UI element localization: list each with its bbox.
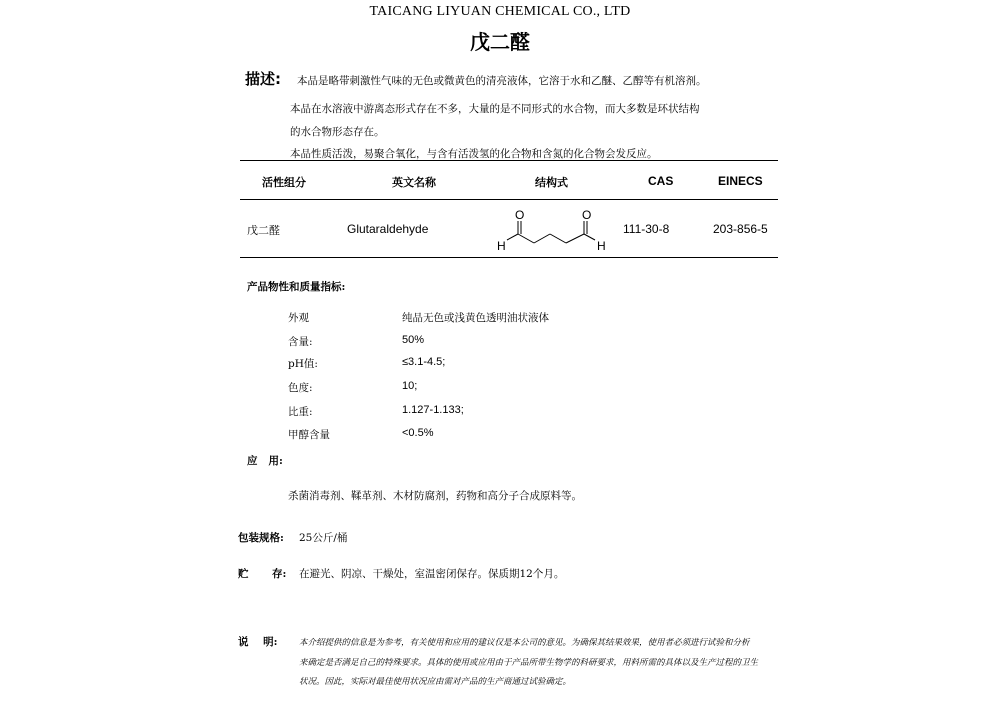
- packaging-text: 25公斤/桶: [299, 532, 348, 544]
- prop-color-label: 色度:: [288, 382, 313, 394]
- cell-cas: 111-30-8: [623, 222, 670, 236]
- header-english-name: 英文名称: [392, 176, 436, 189]
- prop-methanol-value: <0.5%: [402, 427, 434, 439]
- note-line-1: 本介绍提供的信息是为参考，有关使用和应用的建议仅是本公司的意见。为确保其结果效果，使用者必须进行试验和分析: [299, 638, 750, 648]
- application-text: 杀菌消毒剂、鞣革剂、木材防腐剂，药物和高分子合成原料等。: [288, 490, 582, 502]
- storage-label-left: 贮: [238, 568, 249, 580]
- prop-appearance-label: 外观: [288, 312, 309, 324]
- description-para2-line1: 本品在水溶液中游离态形式存在不多，大量的是不同形式的水合物，而大多数是环状结构: [290, 103, 700, 115]
- prop-gravity-label: 比重:: [288, 406, 313, 418]
- company-name: TAICANG LIYUAN CHEMICAL CO., LTD: [369, 4, 631, 19]
- header-cas: CAS: [648, 174, 674, 188]
- cell-active-component: 戊二醛: [247, 224, 280, 237]
- prop-color-value: 10;: [402, 380, 418, 392]
- storage-label-right: 存:: [272, 568, 287, 580]
- description-label: 描述:: [245, 70, 281, 88]
- atom-oxygen-2: O: [582, 208, 592, 222]
- prop-ph-value: ≤3.1-4.5;: [402, 356, 446, 368]
- packaging-label: 包装规格:: [238, 532, 284, 544]
- note-label: 说 明:: [238, 636, 278, 648]
- storage-text: 在避光、阴凉、干燥处，室温密闭保存。保质期12个月。: [299, 568, 565, 580]
- header-einecs: EINECS: [718, 174, 763, 188]
- prop-gravity-value: 1.127-1.133;: [402, 404, 464, 416]
- cell-english-name: Glutaraldehyde: [347, 222, 429, 236]
- prop-content-label: 含量:: [288, 336, 313, 348]
- description-line-1: 本品是略带刺激性气味的无色或微黄色的清亮液体，它溶于水和乙醚、乙醇等有机溶剂。: [297, 75, 707, 87]
- header-structure: 结构式: [535, 176, 568, 189]
- application-label: 应 用:: [247, 455, 283, 467]
- atom-oxygen-1: O: [515, 208, 525, 222]
- cell-einecs: 203-856-5: [713, 222, 768, 236]
- table-header-rule: [240, 199, 778, 200]
- prop-ph-label: pH值:: [288, 358, 318, 370]
- note-line-3: 状况。因此，实际对最佳使用状况应由需对产品的生产商通过试验确定。: [299, 677, 572, 687]
- note-line-2: 来确定是否满足自己的特殊要求。具体的使用或应用由于产品所带生物学的科研要求，用料所需的具体以及生产过程的卫生: [299, 658, 759, 668]
- prop-content-value: 50%: [402, 334, 425, 346]
- prop-appearance-value: 纯品无色或浅黄色透明油状液体: [402, 312, 549, 324]
- description-para2-line2: 的水合物形态存在。: [290, 126, 385, 138]
- header-active-component: 活性组分: [262, 176, 306, 189]
- prop-methanol-label: 甲醇含量: [288, 429, 330, 441]
- description-para3: 本品性质活泼，易聚合氧化，与含有活泼氢的化合物和含氮的化合物会发反应。: [290, 148, 658, 160]
- table-top-rule: [240, 160, 778, 161]
- product-title: 戊二醛: [470, 30, 530, 54]
- structure-bonds: [507, 221, 595, 243]
- properties-section-title: 产品物性和质量指标:: [247, 281, 346, 293]
- table-bottom-rule: [240, 257, 778, 258]
- atom-hydrogen-2: H: [597, 239, 606, 252]
- atom-hydrogen-1: H: [497, 239, 506, 252]
- glutaraldehyde-structure: [494, 206, 614, 252]
